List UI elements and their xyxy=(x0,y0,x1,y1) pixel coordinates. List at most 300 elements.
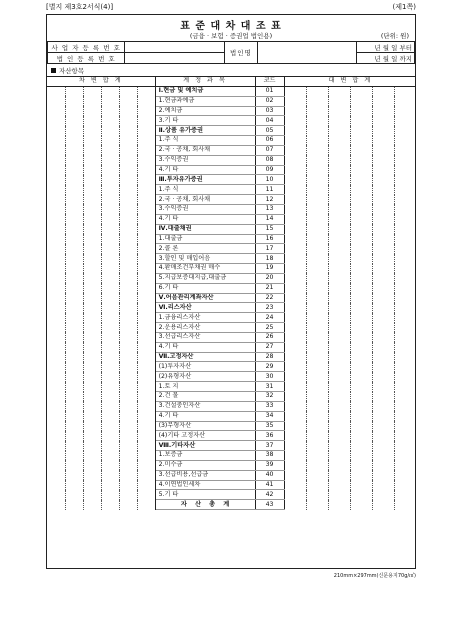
credit-amount-cell[interactable] xyxy=(284,441,306,451)
credit-amount-cell[interactable] xyxy=(306,293,328,303)
credit-amount-cell[interactable] xyxy=(306,185,328,195)
debit-amount-cell[interactable] xyxy=(101,411,119,421)
credit-amount-cell[interactable] xyxy=(328,460,350,470)
debit-amount-cell[interactable] xyxy=(83,106,101,116)
debit-amount-cell[interactable] xyxy=(83,116,101,126)
debit-amount-cell[interactable] xyxy=(83,224,101,234)
credit-amount-cell[interactable] xyxy=(350,342,372,352)
credit-amount-cell[interactable] xyxy=(284,145,306,155)
debit-amount-cell[interactable] xyxy=(47,273,65,283)
debit-amount-cell[interactable] xyxy=(119,392,137,402)
credit-amount-cell[interactable] xyxy=(328,254,350,264)
credit-amount-cell[interactable] xyxy=(306,145,328,155)
credit-amount-cell[interactable] xyxy=(372,352,394,362)
credit-amount-cell[interactable] xyxy=(328,352,350,362)
credit-amount-cell[interactable] xyxy=(328,234,350,244)
debit-amount-cell[interactable] xyxy=(65,106,83,116)
credit-amount-cell[interactable] xyxy=(372,372,394,382)
debit-amount-cell[interactable] xyxy=(47,136,65,146)
debit-amount-cell[interactable] xyxy=(101,480,119,490)
credit-amount-cell[interactable] xyxy=(394,224,416,234)
credit-amount-cell[interactable] xyxy=(284,224,306,234)
debit-amount-cell[interactable] xyxy=(65,441,83,451)
debit-amount-cell[interactable] xyxy=(119,175,137,185)
credit-amount-cell[interactable] xyxy=(394,214,416,224)
credit-amount-cell[interactable] xyxy=(350,106,372,116)
corp-reg-number-field[interactable] xyxy=(125,53,224,64)
debit-amount-cell[interactable] xyxy=(101,126,119,136)
credit-amount-cell[interactable] xyxy=(284,303,306,313)
debit-amount-cell[interactable] xyxy=(65,273,83,283)
credit-amount-cell[interactable] xyxy=(372,441,394,451)
credit-amount-cell[interactable] xyxy=(306,382,328,392)
credit-amount-cell[interactable] xyxy=(328,500,350,510)
credit-amount-cell[interactable] xyxy=(394,460,416,470)
debit-amount-cell[interactable] xyxy=(101,175,119,185)
credit-amount-cell[interactable] xyxy=(372,96,394,106)
credit-amount-cell[interactable] xyxy=(306,195,328,205)
debit-amount-cell[interactable] xyxy=(137,155,155,165)
debit-amount-cell[interactable] xyxy=(83,392,101,402)
debit-amount-cell[interactable] xyxy=(47,490,65,500)
credit-amount-cell[interactable] xyxy=(394,185,416,195)
debit-amount-cell[interactable] xyxy=(83,204,101,214)
debit-amount-cell[interactable] xyxy=(119,323,137,333)
credit-amount-cell[interactable] xyxy=(284,372,306,382)
debit-amount-cell[interactable] xyxy=(119,342,137,352)
debit-amount-cell[interactable] xyxy=(83,86,101,96)
credit-amount-cell[interactable] xyxy=(350,392,372,402)
debit-amount-cell[interactable] xyxy=(137,313,155,323)
debit-amount-cell[interactable] xyxy=(65,460,83,470)
debit-amount-cell[interactable] xyxy=(47,441,65,451)
debit-amount-cell[interactable] xyxy=(137,86,155,96)
debit-amount-cell[interactable] xyxy=(101,283,119,293)
credit-amount-cell[interactable] xyxy=(284,323,306,333)
credit-amount-cell[interactable] xyxy=(372,254,394,264)
debit-amount-cell[interactable] xyxy=(119,165,137,175)
credit-amount-cell[interactable] xyxy=(372,283,394,293)
debit-amount-cell[interactable] xyxy=(65,431,83,441)
credit-amount-cell[interactable] xyxy=(372,342,394,352)
debit-amount-cell[interactable] xyxy=(119,372,137,382)
credit-amount-cell[interactable] xyxy=(306,136,328,146)
debit-amount-cell[interactable] xyxy=(101,490,119,500)
credit-amount-cell[interactable] xyxy=(394,204,416,214)
debit-amount-cell[interactable] xyxy=(47,224,65,234)
credit-amount-cell[interactable] xyxy=(372,470,394,480)
debit-amount-cell[interactable] xyxy=(137,332,155,342)
debit-amount-cell[interactable] xyxy=(119,431,137,441)
credit-amount-cell[interactable] xyxy=(306,313,328,323)
debit-amount-cell[interactable] xyxy=(83,195,101,205)
credit-amount-cell[interactable] xyxy=(350,460,372,470)
debit-amount-cell[interactable] xyxy=(119,273,137,283)
debit-amount-cell[interactable] xyxy=(65,204,83,214)
debit-amount-cell[interactable] xyxy=(83,264,101,274)
credit-amount-cell[interactable] xyxy=(306,332,328,342)
credit-amount-cell[interactable] xyxy=(350,352,372,362)
debit-amount-cell[interactable] xyxy=(83,401,101,411)
credit-amount-cell[interactable] xyxy=(328,214,350,224)
debit-amount-cell[interactable] xyxy=(65,86,83,96)
credit-amount-cell[interactable] xyxy=(350,303,372,313)
debit-amount-cell[interactable] xyxy=(47,254,65,264)
debit-amount-cell[interactable] xyxy=(101,224,119,234)
credit-amount-cell[interactable] xyxy=(284,106,306,116)
credit-amount-cell[interactable] xyxy=(328,165,350,175)
credit-amount-cell[interactable] xyxy=(284,460,306,470)
credit-amount-cell[interactable] xyxy=(306,175,328,185)
credit-amount-cell[interactable] xyxy=(372,273,394,283)
credit-amount-cell[interactable] xyxy=(372,313,394,323)
debit-amount-cell[interactable] xyxy=(83,145,101,155)
debit-amount-cell[interactable] xyxy=(101,106,119,116)
debit-amount-cell[interactable] xyxy=(83,470,101,480)
credit-amount-cell[interactable] xyxy=(350,382,372,392)
debit-amount-cell[interactable] xyxy=(119,244,137,254)
debit-amount-cell[interactable] xyxy=(137,165,155,175)
credit-amount-cell[interactable] xyxy=(394,431,416,441)
credit-amount-cell[interactable] xyxy=(350,116,372,126)
credit-amount-cell[interactable] xyxy=(328,145,350,155)
credit-amount-cell[interactable] xyxy=(350,372,372,382)
debit-amount-cell[interactable] xyxy=(47,234,65,244)
credit-amount-cell[interactable] xyxy=(394,500,416,510)
credit-amount-cell[interactable] xyxy=(284,500,306,510)
debit-amount-cell[interactable] xyxy=(65,372,83,382)
debit-amount-cell[interactable] xyxy=(47,175,65,185)
credit-amount-cell[interactable] xyxy=(394,303,416,313)
credit-amount-cell[interactable] xyxy=(350,224,372,234)
credit-amount-cell[interactable] xyxy=(394,86,416,96)
debit-amount-cell[interactable] xyxy=(47,303,65,313)
debit-amount-cell[interactable] xyxy=(47,244,65,254)
debit-amount-cell[interactable] xyxy=(101,303,119,313)
debit-amount-cell[interactable] xyxy=(47,195,65,205)
debit-amount-cell[interactable] xyxy=(65,126,83,136)
credit-amount-cell[interactable] xyxy=(372,126,394,136)
debit-amount-cell[interactable] xyxy=(101,352,119,362)
debit-amount-cell[interactable] xyxy=(83,352,101,362)
debit-amount-cell[interactable] xyxy=(101,155,119,165)
debit-amount-cell[interactable] xyxy=(65,244,83,254)
credit-amount-cell[interactable] xyxy=(350,195,372,205)
credit-amount-cell[interactable] xyxy=(306,342,328,352)
credit-amount-cell[interactable] xyxy=(394,283,416,293)
credit-amount-cell[interactable] xyxy=(306,214,328,224)
credit-amount-cell[interactable] xyxy=(350,145,372,155)
debit-amount-cell[interactable] xyxy=(119,126,137,136)
debit-amount-cell[interactable] xyxy=(119,283,137,293)
debit-amount-cell[interactable] xyxy=(83,155,101,165)
credit-amount-cell[interactable] xyxy=(284,401,306,411)
corp-name-field[interactable] xyxy=(258,42,357,64)
credit-amount-cell[interactable] xyxy=(372,165,394,175)
debit-amount-cell[interactable] xyxy=(65,382,83,392)
credit-amount-cell[interactable] xyxy=(306,392,328,402)
debit-amount-cell[interactable] xyxy=(101,470,119,480)
debit-amount-cell[interactable] xyxy=(47,470,65,480)
debit-amount-cell[interactable] xyxy=(119,460,137,470)
credit-amount-cell[interactable] xyxy=(350,126,372,136)
debit-amount-cell[interactable] xyxy=(137,500,155,510)
debit-amount-cell[interactable] xyxy=(119,136,137,146)
debit-amount-cell[interactable] xyxy=(65,480,83,490)
credit-amount-cell[interactable] xyxy=(284,264,306,274)
credit-amount-cell[interactable] xyxy=(284,165,306,175)
debit-amount-cell[interactable] xyxy=(47,145,65,155)
debit-amount-cell[interactable] xyxy=(65,254,83,264)
debit-amount-cell[interactable] xyxy=(137,116,155,126)
credit-amount-cell[interactable] xyxy=(394,96,416,106)
credit-amount-cell[interactable] xyxy=(372,401,394,411)
debit-amount-cell[interactable] xyxy=(137,480,155,490)
credit-amount-cell[interactable] xyxy=(350,283,372,293)
credit-amount-cell[interactable] xyxy=(394,352,416,362)
credit-amount-cell[interactable] xyxy=(284,86,306,96)
debit-amount-cell[interactable] xyxy=(119,480,137,490)
debit-amount-cell[interactable] xyxy=(47,332,65,342)
credit-amount-cell[interactable] xyxy=(350,155,372,165)
debit-amount-cell[interactable] xyxy=(101,165,119,175)
credit-amount-cell[interactable] xyxy=(284,352,306,362)
debit-amount-cell[interactable] xyxy=(83,500,101,510)
credit-amount-cell[interactable] xyxy=(328,401,350,411)
debit-amount-cell[interactable] xyxy=(101,264,119,274)
credit-amount-cell[interactable] xyxy=(372,293,394,303)
credit-amount-cell[interactable] xyxy=(394,421,416,431)
debit-amount-cell[interactable] xyxy=(47,500,65,510)
credit-amount-cell[interactable] xyxy=(328,372,350,382)
credit-amount-cell[interactable] xyxy=(394,155,416,165)
credit-amount-cell[interactable] xyxy=(284,185,306,195)
credit-amount-cell[interactable] xyxy=(394,165,416,175)
debit-amount-cell[interactable] xyxy=(83,490,101,500)
debit-amount-cell[interactable] xyxy=(137,96,155,106)
debit-amount-cell[interactable] xyxy=(119,441,137,451)
credit-amount-cell[interactable] xyxy=(328,185,350,195)
debit-amount-cell[interactable] xyxy=(137,185,155,195)
debit-amount-cell[interactable] xyxy=(65,421,83,431)
credit-amount-cell[interactable] xyxy=(394,106,416,116)
credit-amount-cell[interactable] xyxy=(284,244,306,254)
credit-amount-cell[interactable] xyxy=(372,224,394,234)
credit-amount-cell[interactable] xyxy=(372,332,394,342)
credit-amount-cell[interactable] xyxy=(306,451,328,461)
debit-amount-cell[interactable] xyxy=(137,362,155,372)
debit-amount-cell[interactable] xyxy=(119,401,137,411)
debit-amount-cell[interactable] xyxy=(65,264,83,274)
credit-amount-cell[interactable] xyxy=(306,500,328,510)
debit-amount-cell[interactable] xyxy=(101,96,119,106)
credit-amount-cell[interactable] xyxy=(328,224,350,234)
credit-amount-cell[interactable] xyxy=(306,155,328,165)
credit-amount-cell[interactable] xyxy=(284,126,306,136)
debit-amount-cell[interactable] xyxy=(65,470,83,480)
credit-amount-cell[interactable] xyxy=(394,480,416,490)
debit-amount-cell[interactable] xyxy=(83,441,101,451)
credit-amount-cell[interactable] xyxy=(350,136,372,146)
credit-amount-cell[interactable] xyxy=(328,323,350,333)
credit-amount-cell[interactable] xyxy=(372,155,394,165)
credit-amount-cell[interactable] xyxy=(284,490,306,500)
credit-amount-cell[interactable] xyxy=(350,421,372,431)
debit-amount-cell[interactable] xyxy=(47,264,65,274)
debit-amount-cell[interactable] xyxy=(137,283,155,293)
credit-amount-cell[interactable] xyxy=(328,342,350,352)
credit-amount-cell[interactable] xyxy=(394,145,416,155)
credit-amount-cell[interactable] xyxy=(394,264,416,274)
debit-amount-cell[interactable] xyxy=(101,342,119,352)
credit-amount-cell[interactable] xyxy=(306,372,328,382)
debit-amount-cell[interactable] xyxy=(65,323,83,333)
credit-amount-cell[interactable] xyxy=(328,136,350,146)
credit-amount-cell[interactable] xyxy=(328,441,350,451)
debit-amount-cell[interactable] xyxy=(65,362,83,372)
credit-amount-cell[interactable] xyxy=(306,224,328,234)
debit-amount-cell[interactable] xyxy=(119,332,137,342)
debit-amount-cell[interactable] xyxy=(65,214,83,224)
debit-amount-cell[interactable] xyxy=(83,165,101,175)
debit-amount-cell[interactable] xyxy=(47,86,65,96)
credit-amount-cell[interactable] xyxy=(284,362,306,372)
debit-amount-cell[interactable] xyxy=(119,195,137,205)
credit-amount-cell[interactable] xyxy=(394,490,416,500)
debit-amount-cell[interactable] xyxy=(119,470,137,480)
credit-amount-cell[interactable] xyxy=(284,431,306,441)
debit-amount-cell[interactable] xyxy=(101,116,119,126)
credit-amount-cell[interactable] xyxy=(350,451,372,461)
debit-amount-cell[interactable] xyxy=(119,254,137,264)
credit-amount-cell[interactable] xyxy=(394,234,416,244)
debit-amount-cell[interactable] xyxy=(137,244,155,254)
credit-amount-cell[interactable] xyxy=(394,195,416,205)
credit-amount-cell[interactable] xyxy=(328,204,350,214)
credit-amount-cell[interactable] xyxy=(328,451,350,461)
credit-amount-cell[interactable] xyxy=(328,392,350,402)
debit-amount-cell[interactable] xyxy=(47,323,65,333)
debit-amount-cell[interactable] xyxy=(83,372,101,382)
credit-amount-cell[interactable] xyxy=(306,106,328,116)
debit-amount-cell[interactable] xyxy=(83,283,101,293)
credit-amount-cell[interactable] xyxy=(284,195,306,205)
debit-amount-cell[interactable] xyxy=(119,96,137,106)
credit-amount-cell[interactable] xyxy=(284,421,306,431)
credit-amount-cell[interactable] xyxy=(306,273,328,283)
debit-amount-cell[interactable] xyxy=(101,451,119,461)
credit-amount-cell[interactable] xyxy=(350,431,372,441)
credit-amount-cell[interactable] xyxy=(284,136,306,146)
credit-amount-cell[interactable] xyxy=(306,303,328,313)
debit-amount-cell[interactable] xyxy=(119,411,137,421)
debit-amount-cell[interactable] xyxy=(101,382,119,392)
debit-amount-cell[interactable] xyxy=(137,460,155,470)
credit-amount-cell[interactable] xyxy=(372,392,394,402)
credit-amount-cell[interactable] xyxy=(350,500,372,510)
debit-amount-cell[interactable] xyxy=(47,480,65,490)
credit-amount-cell[interactable] xyxy=(350,490,372,500)
credit-amount-cell[interactable] xyxy=(328,264,350,274)
debit-amount-cell[interactable] xyxy=(83,303,101,313)
debit-amount-cell[interactable] xyxy=(83,411,101,421)
credit-amount-cell[interactable] xyxy=(394,411,416,421)
credit-amount-cell[interactable] xyxy=(328,303,350,313)
credit-amount-cell[interactable] xyxy=(306,323,328,333)
debit-amount-cell[interactable] xyxy=(137,392,155,402)
credit-amount-cell[interactable] xyxy=(372,460,394,470)
credit-amount-cell[interactable] xyxy=(350,411,372,421)
credit-amount-cell[interactable] xyxy=(328,490,350,500)
credit-amount-cell[interactable] xyxy=(328,332,350,342)
credit-amount-cell[interactable] xyxy=(350,254,372,264)
debit-amount-cell[interactable] xyxy=(119,382,137,392)
debit-amount-cell[interactable] xyxy=(119,214,137,224)
debit-amount-cell[interactable] xyxy=(137,323,155,333)
debit-amount-cell[interactable] xyxy=(137,401,155,411)
credit-amount-cell[interactable] xyxy=(394,273,416,283)
credit-amount-cell[interactable] xyxy=(284,204,306,214)
credit-amount-cell[interactable] xyxy=(394,126,416,136)
credit-amount-cell[interactable] xyxy=(350,234,372,244)
credit-amount-cell[interactable] xyxy=(306,165,328,175)
period-to[interactable]: 년 월 일 까지 xyxy=(357,53,415,64)
debit-amount-cell[interactable] xyxy=(119,490,137,500)
debit-amount-cell[interactable] xyxy=(65,293,83,303)
credit-amount-cell[interactable] xyxy=(306,460,328,470)
debit-amount-cell[interactable] xyxy=(137,204,155,214)
debit-amount-cell[interactable] xyxy=(47,382,65,392)
credit-amount-cell[interactable] xyxy=(372,451,394,461)
debit-amount-cell[interactable] xyxy=(47,126,65,136)
debit-amount-cell[interactable] xyxy=(65,136,83,146)
credit-amount-cell[interactable] xyxy=(284,283,306,293)
credit-amount-cell[interactable] xyxy=(350,323,372,333)
credit-amount-cell[interactable] xyxy=(350,86,372,96)
debit-amount-cell[interactable] xyxy=(83,460,101,470)
debit-amount-cell[interactable] xyxy=(65,195,83,205)
debit-amount-cell[interactable] xyxy=(137,234,155,244)
credit-amount-cell[interactable] xyxy=(394,451,416,461)
debit-amount-cell[interactable] xyxy=(101,401,119,411)
debit-amount-cell[interactable] xyxy=(137,254,155,264)
credit-amount-cell[interactable] xyxy=(350,165,372,175)
debit-amount-cell[interactable] xyxy=(101,234,119,244)
credit-amount-cell[interactable] xyxy=(328,96,350,106)
debit-amount-cell[interactable] xyxy=(65,313,83,323)
credit-amount-cell[interactable] xyxy=(306,480,328,490)
debit-amount-cell[interactable] xyxy=(137,411,155,421)
debit-amount-cell[interactable] xyxy=(83,175,101,185)
debit-amount-cell[interactable] xyxy=(47,283,65,293)
debit-amount-cell[interactable] xyxy=(101,362,119,372)
debit-amount-cell[interactable] xyxy=(65,392,83,402)
debit-amount-cell[interactable] xyxy=(137,352,155,362)
debit-amount-cell[interactable] xyxy=(119,293,137,303)
debit-amount-cell[interactable] xyxy=(65,500,83,510)
debit-amount-cell[interactable] xyxy=(119,234,137,244)
debit-amount-cell[interactable] xyxy=(47,214,65,224)
credit-amount-cell[interactable] xyxy=(350,96,372,106)
credit-amount-cell[interactable] xyxy=(284,342,306,352)
debit-amount-cell[interactable] xyxy=(47,96,65,106)
debit-amount-cell[interactable] xyxy=(101,273,119,283)
credit-amount-cell[interactable] xyxy=(328,116,350,126)
debit-amount-cell[interactable] xyxy=(101,254,119,264)
debit-amount-cell[interactable] xyxy=(137,431,155,441)
credit-amount-cell[interactable] xyxy=(394,342,416,352)
credit-amount-cell[interactable] xyxy=(394,244,416,254)
